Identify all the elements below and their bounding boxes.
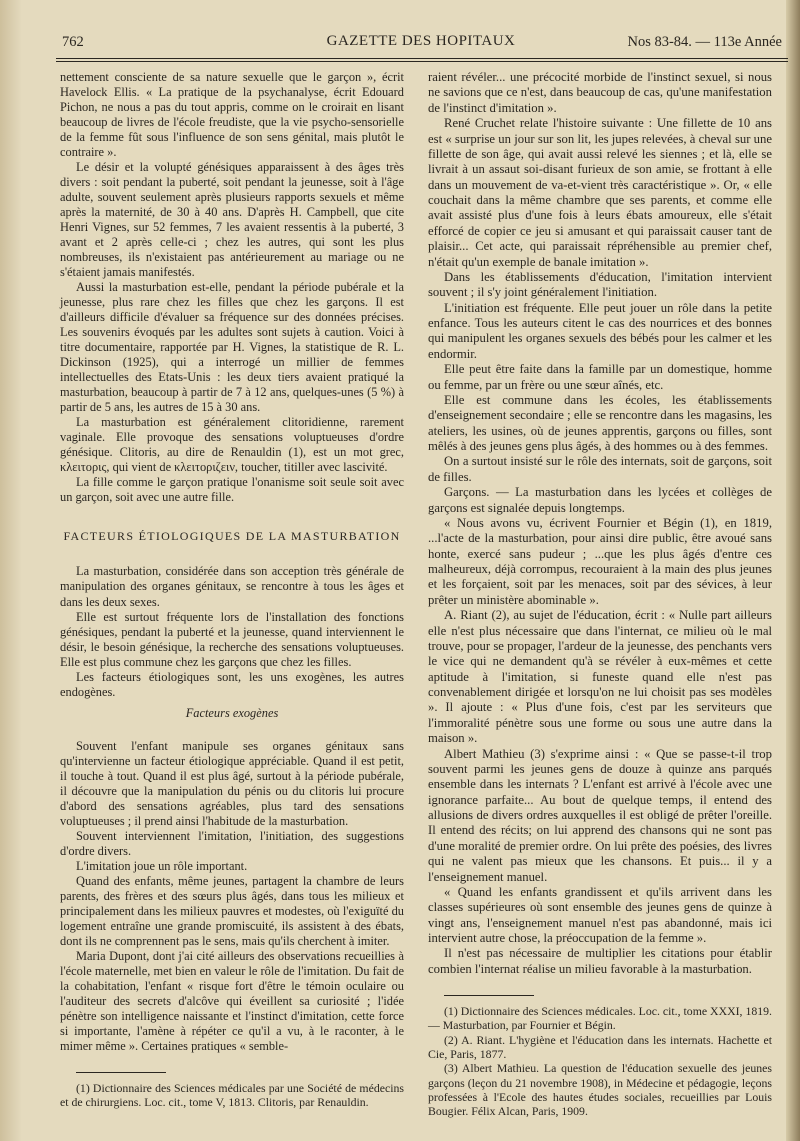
paragraph: Elle est commune dans les écoles, les établissements d'enseignement secondaire ; elle se rencontre dans les magasins, les ateliers, les usines, où de jeunes apprentis, garçons ou filles, sont mêlés à des jeunes gens plus âgés, à des hommes ou à des femmes.	[428, 392, 772, 453]
paragraph: La masturbation, considérée dans son acception très générale de manipulation des organes génitaux, se rencontre à tous les âges et dans les deux sexes.	[60, 564, 404, 609]
footnote: (3) Albert Mathieu. La question de l'éducation sexuelle des jeunes garçons (leçon du 21 novembre 1908), in Médecine et pédagogie, leçons professées à l'Ecole des hautes études sociales, recueillies par Louis Bougier. Félix Alcan, Paris, 1909.	[428, 1061, 772, 1119]
subsection-heading: Facteurs exogènes	[185, 705, 279, 720]
paragraph: Aussi la masturbation est-elle, pendant la période pubérale et la jeunesse, plus rare chez les filles que chez les garçons. Il est d'ailleurs difficile d'évaluer sa fréquence sur des données précises. Les souvenirs évoqués par les adultes sont sujets à caution. Voici à titre documentaire, rapportée par H. Vignes, la statistique de R. L. Dickinson (1925), qui a interrogé un millier de femmes intellectuelles des Etats-Unis : les deux tiers avaient pratiqué la masturbation, beaucoup à partir de 7 à 12 ans, quelques-unes (5 %) à partir de 5 ans, les autres de 15 à 30 ans.	[60, 280, 404, 415]
paragraph: « Nous avons vu, écrivent Fournier et Bégin (1), en 1819, ...l'acte de la masturbation, pour ainsi dire public, être avoué sans honte, exercé sans pudeur ; ...que les plus âgés d'entre ces malheureux, déjà corrompus, recouraient à la main des plus jeunes et les forçaient, soit par les menaces, soit par des sévices, à leur prêter un ministère abominable ».	[428, 515, 772, 607]
paragraph: A. Riant (2), au sujet de l'éducation, écrit : « Nulle part ailleurs elle n'est plus nécessaire que dans l'internat, ce milieu où le mal trouve, pour se propager, l'ardeur de la jeunesse, des penchants vers le vice qui ne demandent qu'à se révéler à eux-mêmes et cette aptitude à l'imitation, si funeste quand elle n'est pas convenablement dirigée et lorsqu'on ne lui choisit pas ses modèles ». Il ajoute : « Plus d'une fois, c'est par les serviteurs que l'immoralité pénètre sous une forme ou sous une autre dans la maison ».	[428, 608, 772, 746]
paragraph: « Quand les enfants grandissent et qu'ils arrivent dans les classes supérieures où sont ensemble des jeunes gens de quinze à vingt ans, l'enseignement manuel n'est pas abandonné, mais ici intervient autre chose, la préoccupation de la femme ».	[428, 884, 772, 945]
footnote-rule	[444, 995, 534, 996]
paragraph: On a surtout insisté sur le rôle des internats, soit de garçons, soit de filles.	[428, 454, 772, 484]
paragraph: La fille comme le garçon pratique l'onanisme soit seule soit avec un garçon, soit avec une autre fille.	[60, 475, 404, 505]
paragraph: René Cruchet relate l'histoire suivante : Une fillette de 10 ans est « surprise un jour sur son lit, les jupes relevées, à cheval sur une fillette de son âge, qui avait aussi relevé les siennes ; et là, elle se livrait à un assaut soi-disant furieux de son amie, se frottant à elle dans un mouvement de va-et-vient très caractéristique ». Or, « elle couchait dans la même chambre que ses parents, et comme elle avait assisté plus d'une fois à leurs ébats amoureux, elle s'était efforcé de copier ce jeu si amusant et qui paraissait causer tant de plaisir... Cet acte, qui paraissait répréhensible au premier chef, n'était qu'un exemple de banale imitation ».	[428, 116, 772, 269]
binding-edge	[786, 0, 800, 1141]
paragraph: L'imitation joue un rôle important.	[76, 858, 248, 873]
footnote-rule	[76, 1072, 166, 1073]
footnote: (1) Dictionnaire des Sciences médicales. Loc. cit., tome XXXI, 1819. — Masturbation, par Fournier et Bégin.	[428, 1004, 772, 1033]
paragraph: Le désir et la volupté génésiques apparaissent à des âges très divers : soit pendant la puberté, soit pendant la jeunesse, soit à l'âge adulte, souvent seulement après plusieurs rapports sexuels et même après la maternité, de 30 à 40 ans. D'après H. Campbell, que cite Henri Vignes, sur 52 femmes, 7 les avaient ressentis à la puberté, 3 avant et 2 après celle-ci ; chez les autres, qui sont les plus nombreuses, ils n'existaient pas antérieurement au mariage ou ne s'étaient jamais manifestés.	[60, 160, 404, 280]
left-column	[60, 70, 404, 1110]
paragraph: Garçons. — La masturbation dans les lycées et collèges de garçons est signalée depuis longtemps.	[428, 485, 772, 515]
page-edge-shadow	[0, 0, 22, 1141]
paragraph: Les facteurs étiologiques sont, les uns exogènes, les autres endogènes.	[60, 669, 404, 699]
section-heading: FACTEURS ÉTIOLOGIQUES DE LA MASTURBATION	[63, 529, 401, 544]
paragraph: L'initiation est fréquente. Elle peut jouer un rôle dans la petite enfance. Tous les auteurs citent le cas des nourrices et des bonnes qui manipulent les organes sexuels des bébés pour les calmer et les endormir.	[428, 300, 772, 361]
right-column	[428, 70, 772, 1119]
paragraph: raient révéler... une précocité morbide de l'instinct sexuel, si nous ne savions que ce n'est, dans beaucoup de cas, qu'une manifestation de l'instinct d'imitation ».	[428, 70, 772, 115]
paragraph: Maria Dupont, dont j'ai cité ailleurs des observations recueillies à l'école maternelle, met bien en valeur le rôle de l'imitation. Du fait de la cohabitation, l'enfant « risque fort d'être le témoin oculaire ou l'auditeur des secrets d'alcôve qui éveillent sa curiosité ; l'idée pénètre son intelligence naissante et l'instinct d'imitation, cette force si importante, l'amène à répéter ce qu'il a vu, à le raconter, à le mimer même ». Certaines pratiques « semble-	[60, 948, 404, 1053]
paragraph: nettement consciente de sa nature sexuelle que le garçon », écrit Havelock Ellis. « La pratique de la psychanalyse, écrit Edouard Pichon, ne nous a pas du tout appris, comme on le croirait en lisant beaucoup de livres de l'école freudiste, que la vie psycho-sensorielle de la femme fût sous l'influence de son sens génital, mais plutôt le contraire ».	[60, 70, 404, 160]
paragraph: Elle peut être faite dans la famille par un domestique, homme ou femme, par un frère ou une sœur aînés, etc.	[428, 362, 772, 392]
paragraph: Albert Mathieu (3) s'exprime ainsi : « Que se passe-t-il trop souvent parmi les jeunes gens de douze à quinze ans parqués ensemble dans les internats ? L'enfant est arrivé à l'école avec une ignorance parfaite... Au bout de quelque temps, il entend des allusions de divers ordres auxquelles il est obligé de prêter l'oreille. Il entend des récits; on lui apprend des chansons qui ne sont pas d'une moralité de premier ordre. On lui prête des poésies, des livres qui ne valent pas mieux que les chansons. Et puis... il y a l'enseignement manuel.	[428, 746, 772, 884]
paragraph: Souvent l'enfant manipule ses organes génitaux sans qu'intervienne un facteur étiologique appréciable. Quand il est petit, il touche à tout. Quand il est plus âgé, surtout à la période pubérale, il découvre que la manipulation du pénis ou du clitoris lui procure d'abord des sensations agréables, plus tard des sensations voluptueuses ; il prend ainsi l'habitude de la masturbation.	[60, 738, 404, 828]
footnote: (1) Dictionnaire des Sciences médicales par une Société de médecins et de chirurgiens. Loc. cit., tome V, 1813. Clitoris, par Renauldin.	[60, 1080, 404, 1110]
paragraph: Quand des enfants, même jeunes, partagent la chambre de leurs parents, des frères et des sœurs plus âgés, dans tous les milieux et principalement dans les milieux pauvres et modestes, où l'exiguïté du logement entraîne une grande promiscuité, ils assistent à des ébats, dont ils ne comprennent pas le sens, mais qu'ils cherchent à imiter.	[60, 873, 404, 948]
paragraph: Souvent interviennent l'imitation, l'initiation, des suggestions d'ordre divers.	[60, 828, 404, 858]
paragraph: Elle est surtout fréquente lors de l'installation des fonctions génésiques, pendant la puberté et la jeunesse, quand interviennent le désir, le besoin génésique, la recherche des sensations voluptueuses. Elle est plus commune chez les garçons que chez les filles.	[60, 609, 404, 669]
journal-title: GAZETTE DES HOPITAUX	[326, 33, 516, 49]
page-number: 762	[62, 34, 84, 50]
paragraph: La masturbation est généralement clitoridienne, rarement vaginale. Elle provoque des sensations voluptueuses d'ordre génésique. Clitoris, au dire de Renauldin (1), est un mot grec, κλειτορις, qui vient de κλειτοριζειν, toucher, titiller avec lascivité.	[60, 415, 404, 475]
issue-number: Nos 83-84. — 113e Année	[627, 34, 782, 50]
header-rule	[56, 58, 788, 62]
paragraph: Dans les établissements d'éducation, l'imitation intervient souvent ; il s'y joint généralement l'initiation.	[428, 269, 772, 300]
page-header	[56, 30, 786, 56]
paragraph: Il n'est pas nécessaire de multiplier les citations pour établir combien l'internat réalise un milieu favorable à la masturbation.	[428, 946, 772, 976]
footnote: (2) A. Riant. L'hygiène et l'éducation dans les internats. Hachette et Cie, Paris, 1877.	[428, 1032, 772, 1062]
